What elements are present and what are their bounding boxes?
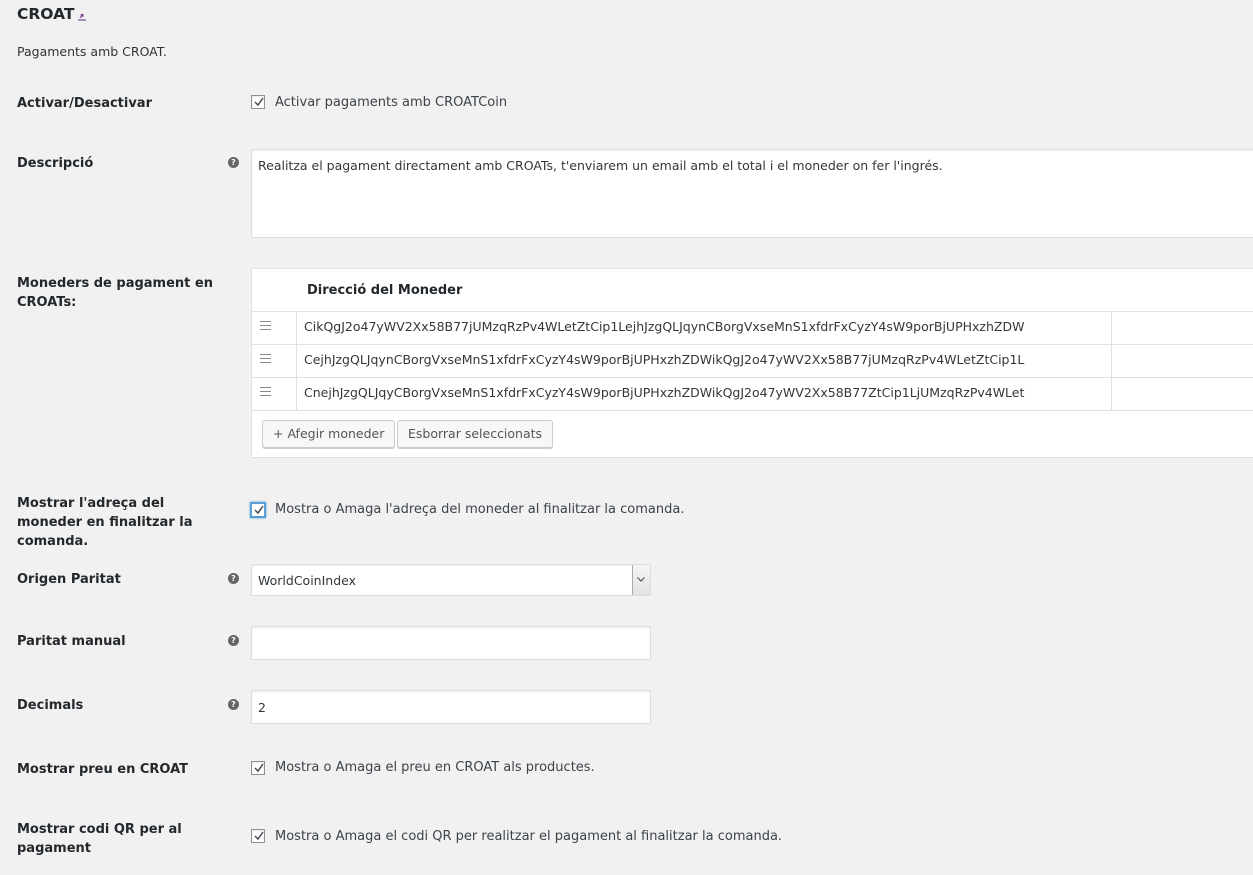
decimals-label: Decimals xyxy=(17,698,84,713)
section-description: Pagaments amb CROAT. xyxy=(17,44,167,59)
rate-source-select[interactable] xyxy=(251,564,651,596)
show-price-checkbox[interactable] xyxy=(251,761,265,775)
checkmark-icon xyxy=(253,96,265,108)
help-icon[interactable]: ? xyxy=(228,699,239,710)
delete-selected-button[interactable]: Esborrar seleccionats xyxy=(397,420,553,448)
page-title: CROAT xyxy=(17,5,75,23)
show-price-label: Mostrar preu en CROAT xyxy=(17,762,189,777)
checkmark-icon xyxy=(253,504,265,516)
description-label: Descripció xyxy=(17,156,94,171)
wallet-address-column-header: Direcció del Moneder xyxy=(307,283,463,298)
wallet-row[interactable] xyxy=(252,344,1253,378)
show-price-checkbox-label: Mostra o Amaga el preu en CROAT als productes. xyxy=(275,760,595,775)
add-wallet-button[interactable]: + Afegir moneder xyxy=(262,420,395,448)
return-arrow-icon[interactable] xyxy=(76,10,88,22)
wallet-row[interactable] xyxy=(252,377,1253,411)
wallet-address-input[interactable]: CejhJzgQLJqynCBorgVxseMnS1xfdrFxCyzY4sW9porBjUPHxzhZDWikQgJ2o47yWV2Xx58B77jUMzqRzPv4WLetZtCip1L xyxy=(296,344,1112,377)
manual-rate-input[interactable] xyxy=(251,626,651,660)
manual-rate-label: Paritat manual xyxy=(17,634,126,649)
wallet-address-input[interactable]: CnejhJzgQLJqyCBorgVxseMnS1xfdrFxCyzY4sW9porBjUPHxzhZDWikQgJ2o47yWV2Xx58B77ZtCip1LjUMzqRzPv4WLet xyxy=(296,377,1112,410)
wallets-table-header xyxy=(252,269,1253,312)
drag-handle-icon[interactable] xyxy=(260,321,271,330)
show-qr-checkbox[interactable] xyxy=(251,829,265,843)
wallets-table xyxy=(251,268,1253,458)
show-qr-checkbox-label: Mostra o Amaga el codi QR per realitzar el pagament al finalitzar la comanda. xyxy=(275,829,783,844)
help-icon[interactable]: ? xyxy=(228,573,239,584)
show-address-checkbox-label: Mostra o Amaga l'adreça del moneder al finalitzar la comanda. xyxy=(275,502,685,517)
rate-source-selected-value: WorldCoinIndex xyxy=(258,573,357,588)
checkmark-icon xyxy=(253,830,265,842)
chevron-down-icon[interactable] xyxy=(632,565,650,595)
help-icon[interactable]: ? xyxy=(228,635,239,646)
enable-checkbox-label: Activar pagaments amb CROATCoin xyxy=(275,95,508,110)
description-textarea[interactable]: Realitza el pagament directament amb CROATs, t'enviarem un email amb el total i el moneder on fer l'ingrés. xyxy=(251,149,1253,238)
decimals-input[interactable]: 2 xyxy=(251,690,651,724)
wallets-label: Moneders de pagament en CROATs: xyxy=(17,276,213,310)
rate-source-label: Origen Paritat xyxy=(17,572,121,587)
checkmark-icon xyxy=(253,762,265,774)
help-icon[interactable]: ? xyxy=(228,157,239,168)
show-qr-label: Mostrar codi QR per al pagament xyxy=(17,822,182,856)
wallet-row[interactable] xyxy=(252,311,1253,345)
drag-handle-icon[interactable] xyxy=(260,354,271,363)
show-address-label: Mostrar l'adreça del moneder en finalitzar la comanda. xyxy=(17,496,193,549)
enable-label: Activar/Desactivar xyxy=(17,96,152,111)
enable-checkbox[interactable] xyxy=(251,95,265,109)
drag-handle-icon[interactable] xyxy=(260,387,271,396)
show-address-checkbox[interactable] xyxy=(251,503,265,517)
wallet-address-input[interactable]: CikQgJ2o47yWV2Xx58B77jUMzqRzPv4WLetZtCip1LejhJzgQLJqynCBorgVxseMnS1xfdrFxCyzY4sW9porBjUPHxzhZDW xyxy=(296,311,1112,344)
